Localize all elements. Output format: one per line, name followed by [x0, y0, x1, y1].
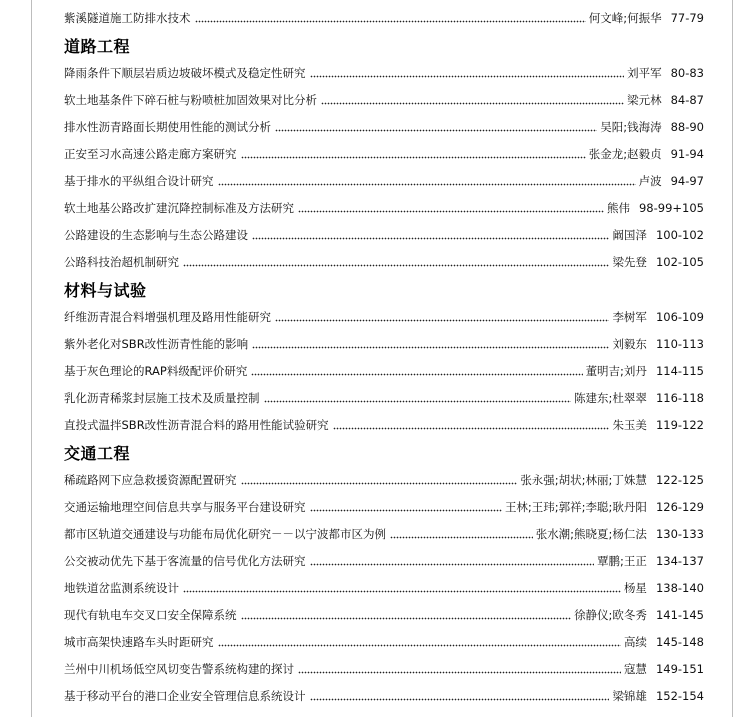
- entry-title: 紫外老化对SBR改性沥青性能的影响: [64, 336, 249, 351]
- entry-pages: 106-109: [655, 309, 704, 324]
- entry-authors: 陈建东;杜翠翠: [574, 390, 647, 405]
- toc-entry[interactable]: [64, 248, 704, 275]
- entry-pages: 110-113: [655, 336, 704, 351]
- dot-leader: [252, 339, 609, 349]
- toc-entry[interactable]: [64, 601, 704, 628]
- entry-authors: 王林;王玮;郭祥;李聪;耿丹阳: [504, 499, 647, 514]
- entry-authors: 吴阳;钱海涛: [600, 119, 662, 134]
- entry-pages: 141-145: [655, 607, 704, 622]
- entry-pages: 130-133: [655, 526, 704, 541]
- entry-title: 降雨条件下顺层岩质边坡破坏模式及稳定性研究: [64, 65, 306, 80]
- entry-title: 正安至习水高速公路走廊方案研究: [64, 146, 237, 161]
- toc-entry[interactable]: [64, 303, 704, 330]
- entry-title: 紫溪隧道施工防排水技术: [64, 10, 191, 25]
- dot-leader: [241, 149, 586, 159]
- entry-pages: 98-99+105: [638, 200, 704, 215]
- toc-entry[interactable]: [64, 140, 704, 167]
- entry-pages: 88-90: [670, 119, 704, 134]
- toc-entry[interactable]: [64, 628, 704, 655]
- toc-entry[interactable]: [64, 113, 704, 140]
- entry-title: 纤维沥青混合料增强机理及路用性能研究: [64, 309, 271, 324]
- entry-title: 城市高架快速路车头时距研究: [64, 634, 214, 649]
- dot-leader: [195, 13, 586, 23]
- dot-leader: [183, 257, 609, 267]
- entry-title: 直投式温拌SBR改性沥青混合料的路用性能试验研究: [64, 417, 329, 432]
- dot-leader: [275, 122, 597, 132]
- entry-authors: 寇慧: [623, 661, 647, 676]
- dot-leader: [241, 475, 518, 485]
- entry-pages: 122-125: [655, 472, 704, 487]
- toc-entry[interactable]: [64, 221, 704, 248]
- toc-entry[interactable]: [64, 86, 704, 113]
- entry-pages: 91-94: [670, 146, 704, 161]
- entry-authors: 覃鹏;王正: [597, 553, 647, 568]
- entry-authors: 卢波: [638, 173, 662, 188]
- entry-authors: 张水潮;熊晓夏;杨仁法: [535, 526, 647, 541]
- section-heading: 道路工程: [64, 36, 131, 56]
- toc-entry[interactable]: [64, 493, 704, 520]
- dot-leader: [298, 203, 604, 213]
- entry-authors: 梁先登: [612, 254, 647, 269]
- entry-title: 兰州中川机场低空风切变告警系统构建的探讨: [64, 661, 294, 676]
- dot-leader: [390, 529, 533, 539]
- entry-authors: 阚国泽: [612, 227, 647, 242]
- entry-pages: 138-140: [655, 580, 704, 595]
- entry-authors: 梁锦雄: [612, 688, 647, 703]
- entry-pages: 100-102: [655, 227, 704, 242]
- entry-pages: 77-79: [670, 10, 704, 25]
- toc-entry[interactable]: [64, 520, 704, 547]
- entry-authors: 董明吉;刘丹: [585, 363, 647, 378]
- dot-leader: [218, 637, 621, 647]
- entry-pages: 114-115: [655, 363, 704, 378]
- dot-leader: [218, 176, 636, 186]
- toc-entry[interactable]: [64, 357, 704, 384]
- toc-entry[interactable]: [64, 574, 704, 601]
- entry-title: 软土地基公路改扩建沉降控制标准及方法研究: [64, 200, 294, 215]
- dot-leader: [310, 691, 610, 701]
- dot-leader: [252, 230, 609, 240]
- entry-title: 公路科技治超机制研究: [64, 254, 179, 269]
- entry-pages: 116-118: [655, 390, 704, 405]
- dot-leader: [251, 366, 582, 376]
- entry-title: 基于排水的平纵组合设计研究: [64, 173, 214, 188]
- entry-authors: 熊伟: [606, 200, 630, 215]
- entry-title: 基于移动平台的港口企业安全管理信息系统设计: [64, 688, 306, 703]
- entry-authors: 何文峰;何振华: [588, 10, 662, 25]
- entry-pages: 84-87: [670, 92, 704, 107]
- toc-entry[interactable]: [64, 330, 704, 357]
- toc-list: [64, 4, 704, 709]
- dot-leader: [298, 664, 621, 674]
- page-right-border: [732, 0, 733, 717]
- dot-leader: [241, 610, 572, 620]
- entry-title: 公交被动优先下基于客流量的信号优化方法研究: [64, 553, 306, 568]
- toc-entry[interactable]: [64, 547, 704, 574]
- entry-authors: 刘毅东: [612, 336, 647, 351]
- entry-authors: 梁元林: [627, 92, 662, 107]
- toc-entry[interactable]: [64, 194, 704, 221]
- dot-leader: [310, 502, 502, 512]
- entry-authors: 高续: [623, 634, 647, 649]
- entry-authors: 张永强;胡状;林丽;丁姝慧: [520, 472, 647, 487]
- entry-pages: 126-129: [655, 499, 704, 514]
- section-heading: 交通工程: [64, 443, 131, 463]
- toc-entry[interactable]: [64, 655, 704, 682]
- entry-authors: 李树军: [612, 309, 647, 324]
- dot-leader: [264, 393, 572, 403]
- dot-leader: [310, 68, 625, 78]
- entry-title: 地铁道岔监测系统设计: [64, 580, 179, 595]
- entry-pages: 134-137: [655, 553, 704, 568]
- dot-leader: [183, 583, 621, 593]
- entry-title: 稀疏路网下应急救援资源配置研究: [64, 472, 237, 487]
- entry-authors: 杨星: [623, 580, 647, 595]
- entry-pages: 119-122: [655, 417, 704, 432]
- toc-entry[interactable]: [64, 466, 704, 493]
- dot-leader: [310, 556, 595, 566]
- entry-pages: 80-83: [670, 65, 704, 80]
- section-heading: 材料与试验: [64, 280, 147, 300]
- entry-pages: 102-105: [655, 254, 704, 269]
- toc-entry[interactable]: [64, 167, 704, 194]
- dot-leader: [275, 312, 609, 322]
- toc-entry[interactable]: [64, 411, 704, 438]
- entry-pages: 152-154: [655, 688, 704, 703]
- entry-pages: 149-151: [655, 661, 704, 676]
- entry-pages: 94-97: [670, 173, 704, 188]
- toc-entry[interactable]: [64, 4, 704, 31]
- toc-entry[interactable]: [64, 384, 704, 411]
- entry-authors: 刘平军: [627, 65, 662, 80]
- dot-leader: [321, 95, 624, 105]
- entry-title: 现代有轨电车交叉口安全保障系统: [64, 607, 237, 622]
- entry-title: 软土地基条件下碎石桩与粉喷桩加固效果对比分析: [64, 92, 317, 107]
- toc-entry[interactable]: [64, 59, 704, 86]
- table-of-contents: [64, 4, 704, 709]
- entry-authors: 朱玉美: [612, 417, 647, 432]
- entry-authors: 徐静仪;欧冬秀: [574, 607, 647, 622]
- entry-title: 都市区轨道交通建设与功能布局优化研究－－以宁波都市区为例: [64, 526, 386, 541]
- page-left-border: [31, 0, 32, 717]
- dot-leader: [333, 420, 610, 430]
- toc-entry[interactable]: [64, 682, 704, 709]
- entry-pages: 145-148: [655, 634, 704, 649]
- entry-title: 排水性沥青路面长期使用性能的测试分析: [64, 119, 271, 134]
- entry-title: 乳化沥青稀浆封层施工技术及质量控制: [64, 390, 260, 405]
- entry-title: 交通运输地理空间信息共享与服务平台建设研究: [64, 499, 306, 514]
- entry-title: 基于灰色理论的RAP料级配评价研究: [64, 363, 248, 378]
- entry-authors: 张金龙;赵毅贞: [588, 146, 662, 161]
- entry-title: 公路建设的生态影响与生态公路建设: [64, 227, 248, 242]
